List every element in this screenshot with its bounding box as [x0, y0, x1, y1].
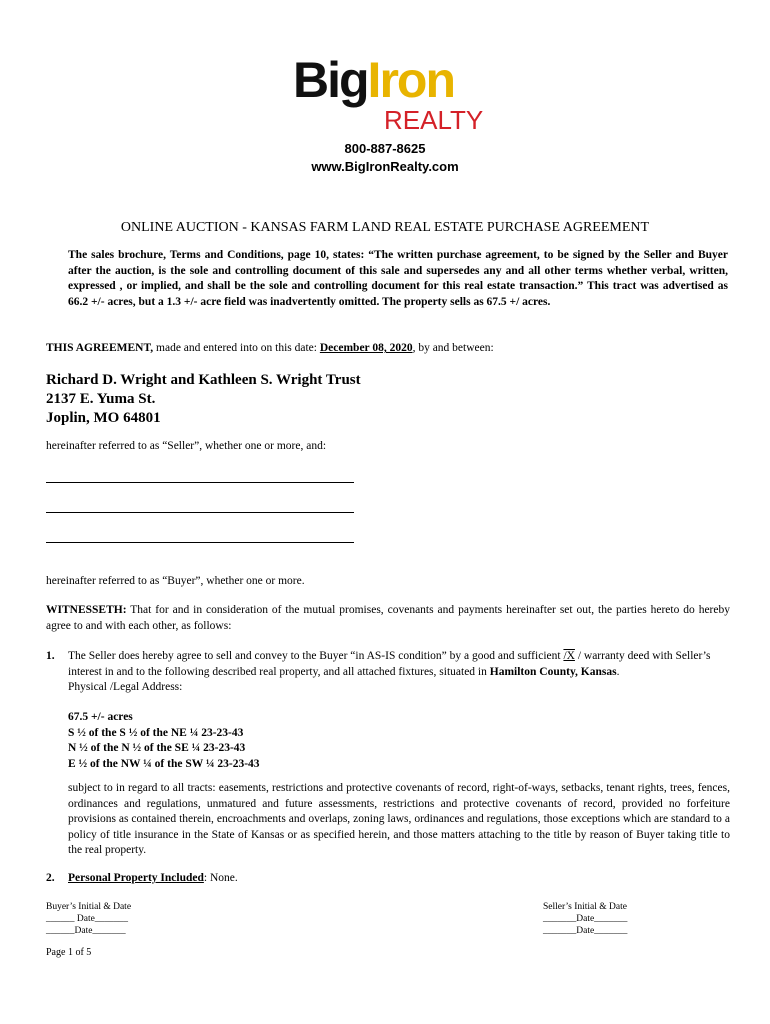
witnesseth-paragraph	[46, 603, 730, 634]
witnesseth-lead: WITNESSETH:	[46, 604, 127, 616]
buyer-blank-line-1[interactable]	[46, 482, 354, 483]
buyer-initials-line-2[interactable]: ______Date_______	[46, 926, 126, 936]
legal-line: S ½ of the S ½ of the NE ¼ 23-23-43	[68, 726, 244, 739]
item2-paragraph	[68, 871, 238, 887]
agreement-lead: THIS AGREEMENT,	[46, 342, 154, 354]
item2-heading: Personal Property Included	[68, 872, 204, 884]
agreement-text: made and entered into on this date:	[153, 342, 320, 354]
seller-initials-line-1[interactable]: _______Date_______	[543, 914, 628, 924]
contact-website[interactable]: www.BigIronRealty.com	[311, 159, 459, 174]
logo-word-big: Big	[293, 52, 368, 108]
item1-physical-label: Physical /Legal Address:	[68, 681, 183, 693]
legal-line: E ½ of the NW ¼ of the SW ¼ 23-23-43	[68, 757, 260, 770]
item1-text-c: .	[616, 665, 620, 678]
seller-city: Joplin, MO 64801	[46, 410, 161, 426]
subject-to-paragraph: subject to in regard to all tracts: easements, restrictions and protective covenants of record, right-of-ways, setbacks, tenant rights, trees, fences, ordinances and regulations, unmatured and future assessments, restrictions and protective covenants of record, provided no forfeiture provisions as contained therein, encroachments and overlaps, zoning laws, ordinances and regulations, those exceptions which are standard to a policy of title insurance in the State of Kansas or as specified herein, and those matters attaching to the title by reason of Buyer taking title to the real property.	[68, 782, 730, 856]
seller-referred: hereinafter referred to as “Seller”, whether one or more, and:	[46, 440, 327, 452]
buyer-initials-line-1[interactable]: ______ Date_______	[46, 914, 129, 924]
item1-text-b: / warranty deed with Seller’s interest in and to the following described real property, and all attached fixtures, situated in	[68, 650, 711, 678]
seller-initials-line-2[interactable]: _______Date_______	[543, 926, 628, 936]
page-number: Page 1 of 5	[46, 947, 92, 958]
logo-wordmark	[293, 50, 454, 110]
item2-number: 2.	[46, 872, 55, 884]
agreement-line	[46, 341, 730, 357]
buyer-blank-line-3[interactable]	[46, 542, 354, 543]
item1-paragraph	[68, 649, 730, 696]
seller-initials-label: Seller’s Initial & Date	[543, 902, 627, 912]
buyer-initials-block	[46, 901, 131, 937]
witnesseth-text: That for and in consideration of the mutual promises, covenants and payments hereinafter set out, the parties hereto do hereby agree to and with each other, as follows:	[46, 604, 730, 632]
seller-block	[46, 371, 361, 428]
agreement-tail: , by and between:	[412, 342, 494, 354]
item2-text: : None.	[203, 872, 238, 884]
intro-paragraph: The sales brochure, Terms and Conditions, page 10, states: “The written purchase agreement, to be signed by the Seller and Buyer after the auction, is the sole and controlling document of this sale and supersedes any and all other terms whether verbal, written, expressed , or implied, and shall be the sole and controlling document for this real estate transaction.” This tract was advertised as 66.2 +/- acres, but a 1.3 +/- acre field was inadvertently omitted. The property sells as 67.5 +/ acres.	[68, 249, 728, 308]
item1-number: 1.	[46, 650, 55, 662]
legal-description	[68, 710, 260, 772]
contact-phone: 800-887-8625	[344, 141, 426, 156]
logo-word-realty: REALTY	[384, 105, 484, 135]
seller-street: 2137 E. Yuma St.	[46, 391, 156, 407]
logo-word-iron: Iron	[367, 52, 454, 108]
buyer-referred: hereinafter referred to as “Buyer”, whether one or more.	[46, 575, 305, 587]
agreement-date: December 08, 2020	[319, 342, 413, 354]
legal-line: N ½ of the N ½ of the SE ¼ 23-23-43	[68, 742, 246, 754]
item1-county: Hamilton County, Kansas	[489, 665, 617, 678]
buyer-initials-label: Buyer’s Initial & Date	[46, 902, 132, 912]
deed-type-mark: /X	[563, 650, 575, 662]
legal-line: 67.5 +/- acres	[68, 711, 133, 723]
seller-initials-block	[543, 901, 627, 937]
big-iron-realty-logo	[293, 52, 484, 136]
document-title: ONLINE AUCTION - KANSAS FARM LAND REAL ESTATE PURCHASE AGREEMENT	[120, 220, 650, 235]
seller-name: Richard D. Wright and Kathleen S. Wright Trust	[46, 372, 361, 388]
buyer-blank-line-2[interactable]	[46, 512, 354, 513]
item1-text-a: The Seller does hereby agree to sell and convey to the Buyer “in AS-IS condition” by a good and sufficient	[68, 650, 564, 662]
